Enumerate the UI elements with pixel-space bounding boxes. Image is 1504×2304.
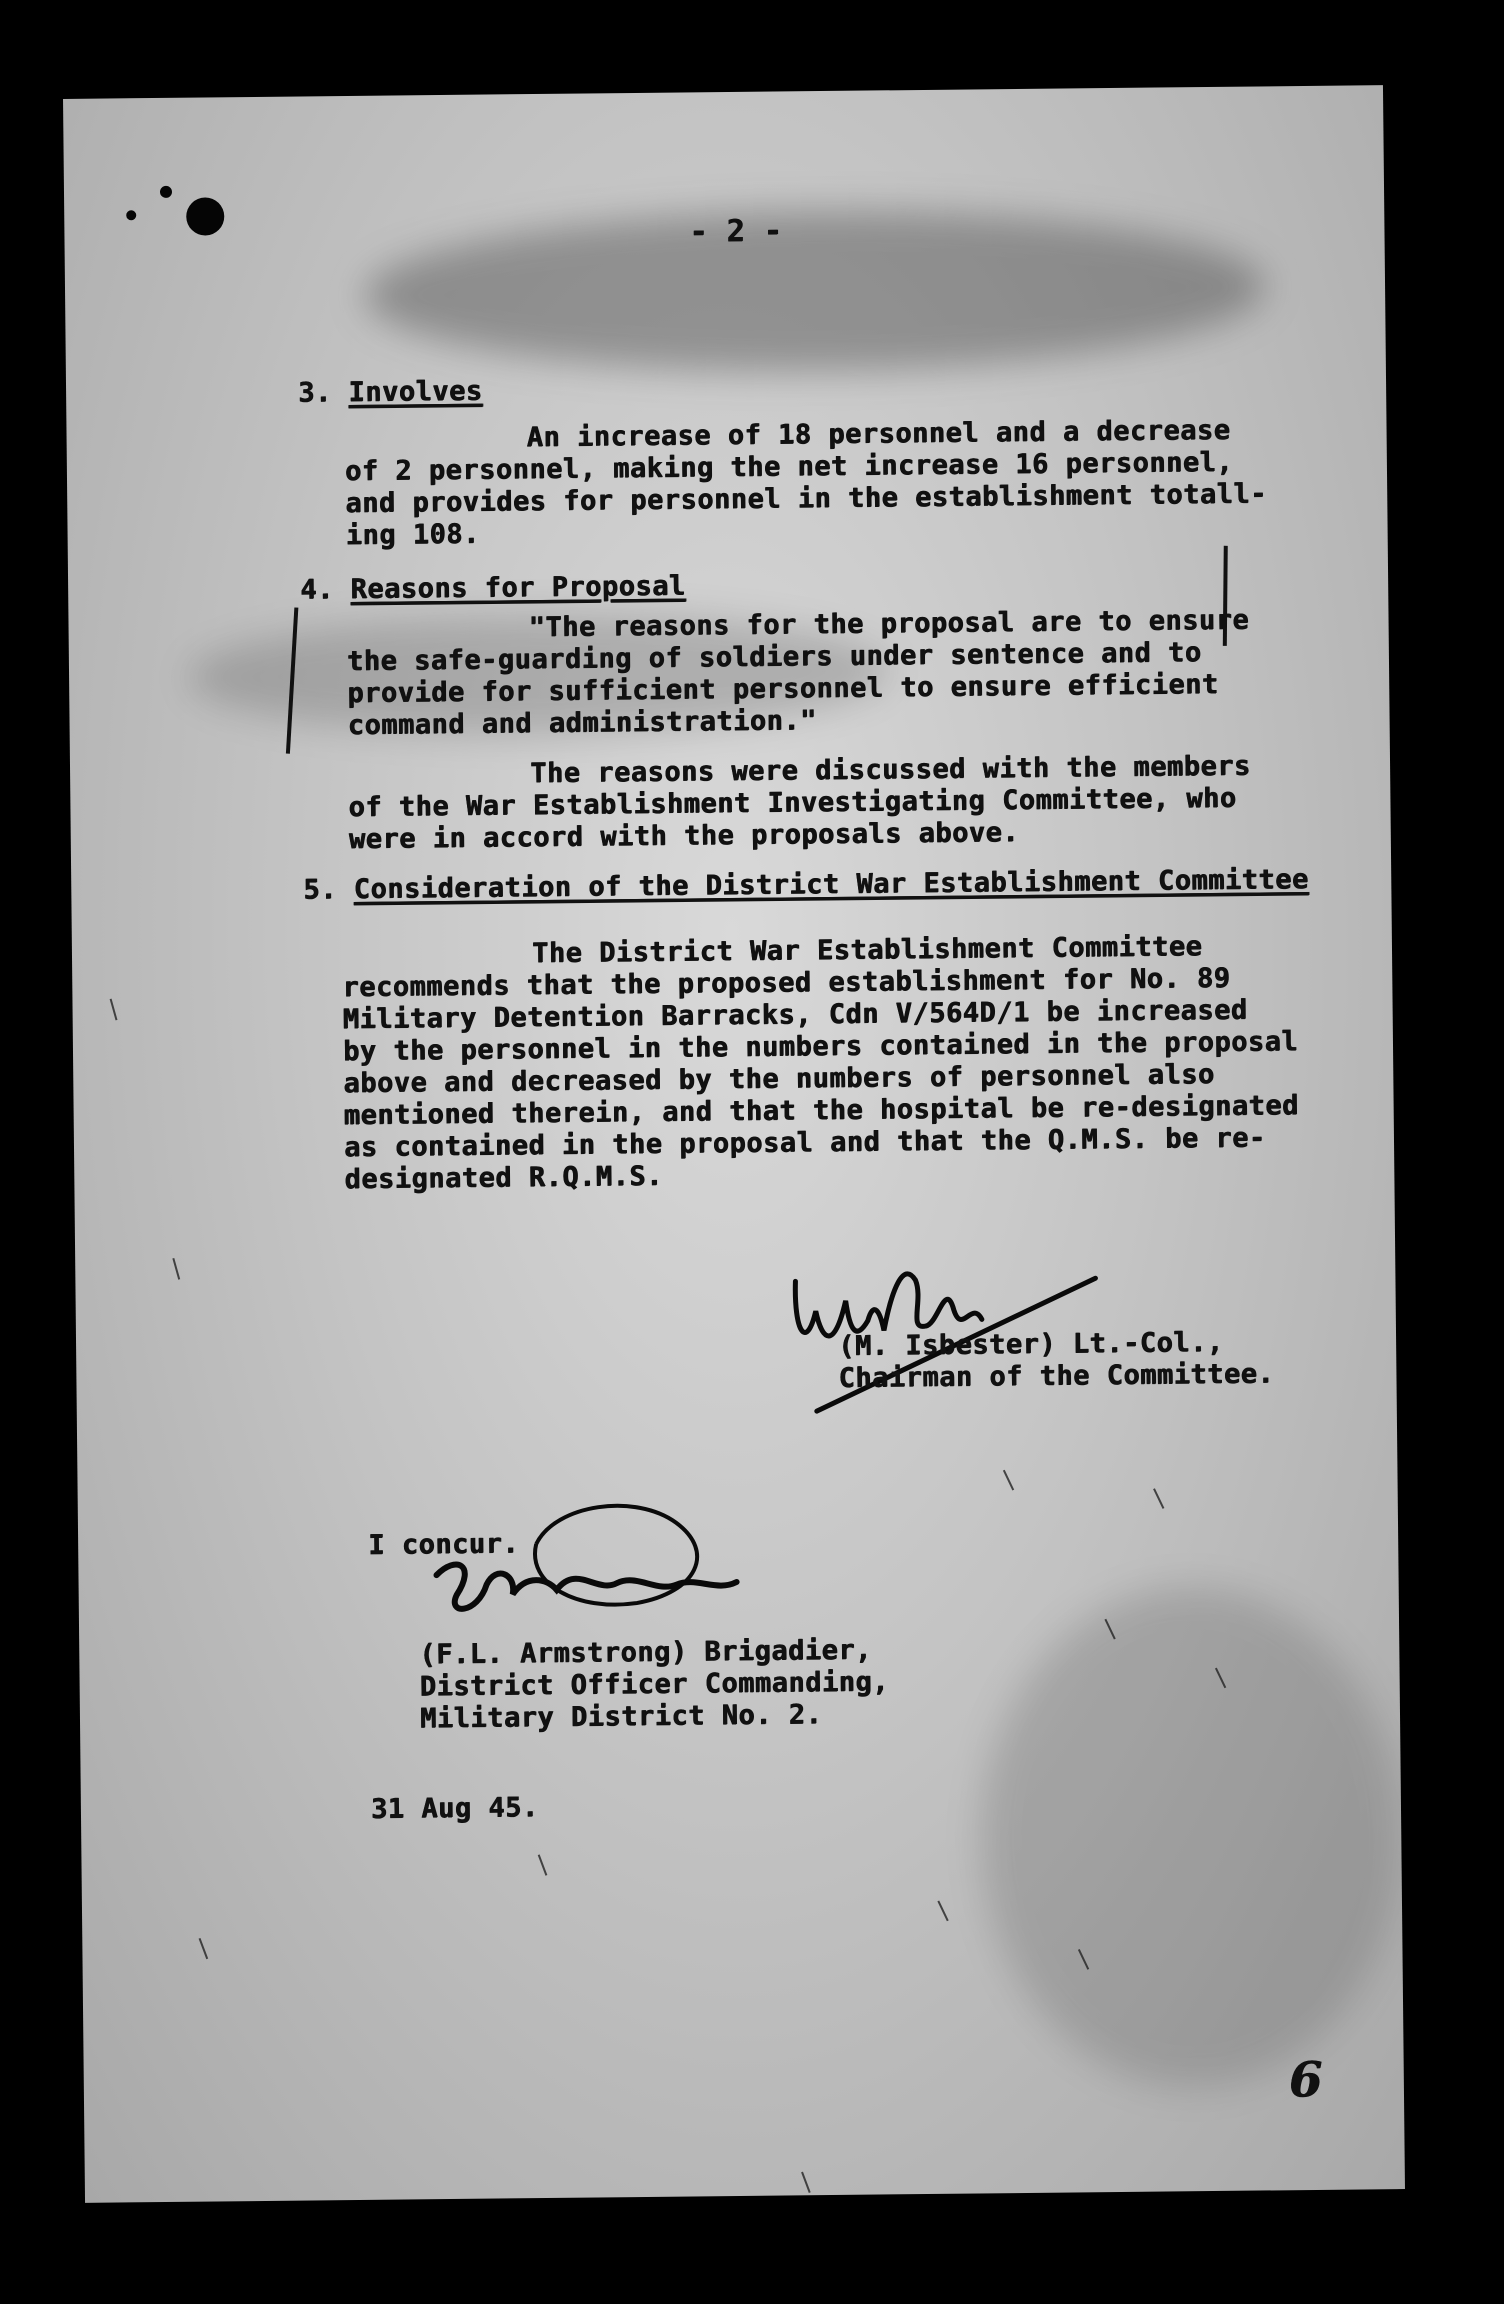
smudge (364, 206, 1266, 375)
paragraph-line: "The reasons for the proposal are to ensure (528, 604, 1250, 644)
section-title: Reasons for Proposal (350, 570, 686, 605)
paragraph-line: mentioned therein, and that the hospital be re-designated (343, 1090, 1299, 1132)
section-3-heading (297, 375, 483, 409)
paragraph-line: above and decreased by the numbers of personnel also (343, 1058, 1215, 1100)
paragraph-line: and provides for personnel in the establishment totall- (345, 478, 1267, 520)
punch-hole (126, 210, 136, 220)
paragraph-line: An increase of 18 personnel and a decrease (526, 414, 1231, 454)
concur-text: I concur. (368, 1528, 520, 1561)
section-number: 4. (300, 574, 334, 606)
film-scratch (801, 2172, 811, 2193)
margin-bracket-right (1216, 542, 1237, 652)
paragraph-line: The District War Establishment Committee (531, 931, 1203, 970)
brigadier-signature (416, 1492, 778, 1656)
punch-hole (186, 197, 224, 235)
film-scratch (538, 1854, 548, 1875)
film-scratch (1153, 1488, 1164, 1509)
handwritten-page-mark: 6 (1288, 2051, 1324, 2109)
paragraph-line: the safe-guarding of soldiers under sentence and to (346, 637, 1202, 678)
film-scratch (1003, 1470, 1014, 1491)
film-scratch (199, 1938, 209, 1959)
smudge (979, 1585, 1404, 2089)
paragraph-line: command and administration." (347, 705, 817, 742)
document-date: 31 Aug 45. (370, 1792, 539, 1825)
film-scratch (110, 999, 118, 1021)
page-number: - 2 - (689, 213, 783, 250)
brigadier-district: Military District No. 2. (419, 1699, 823, 1735)
punch-hole (160, 186, 172, 198)
section-title: Involves (348, 375, 483, 408)
film-scratch (937, 1901, 948, 1922)
margin-bracket-left (278, 601, 310, 761)
section-title: Consideration of the District War Establishment Committee (353, 863, 1309, 905)
brigadier-title: District Officer Commanding, (419, 1666, 889, 1703)
film-scratch (172, 1258, 180, 1280)
section-number: 5. (303, 874, 337, 906)
chairman-title: Chairman of the Committee. (838, 1358, 1275, 1394)
paragraph-line: The reasons were discussed with the members (529, 750, 1251, 790)
document-page (63, 85, 1405, 2203)
chairman-name: (M. Isbester) Lt.-Col., (837, 1326, 1224, 1362)
paragraph-line: ing 108. (345, 518, 480, 552)
paragraph-line: of the War Establishment Investigating Committee, who (348, 782, 1237, 824)
paragraph-line: Military Detention Barracks, Cdn V/564D/1 be increased (342, 994, 1248, 1036)
brigadier-name: (F.L. Armstrong) Brigadier, (419, 1634, 872, 1671)
paragraph-line: by the personnel in the numbers contained in the proposal (342, 1026, 1299, 1068)
paragraph-line: provide for sufficient personnel to ensure efficient (347, 668, 1219, 710)
paragraph-line: of 2 personnel, making the net increase 16 personnel, (344, 446, 1234, 488)
paragraph-line: were in accord with the proposals above. (348, 816, 1020, 856)
paragraph-line: as contained in the proposal and that the Q.M.S. be re- (343, 1122, 1266, 1164)
paragraph-line: designated R.Q.M.S. (344, 1160, 663, 1196)
section-5-heading (303, 863, 1309, 906)
section-number: 3. (297, 377, 332, 409)
paragraph-line: recommends that the proposed establishment for No. 89 (342, 962, 1231, 1004)
section-4-heading (300, 572, 686, 604)
